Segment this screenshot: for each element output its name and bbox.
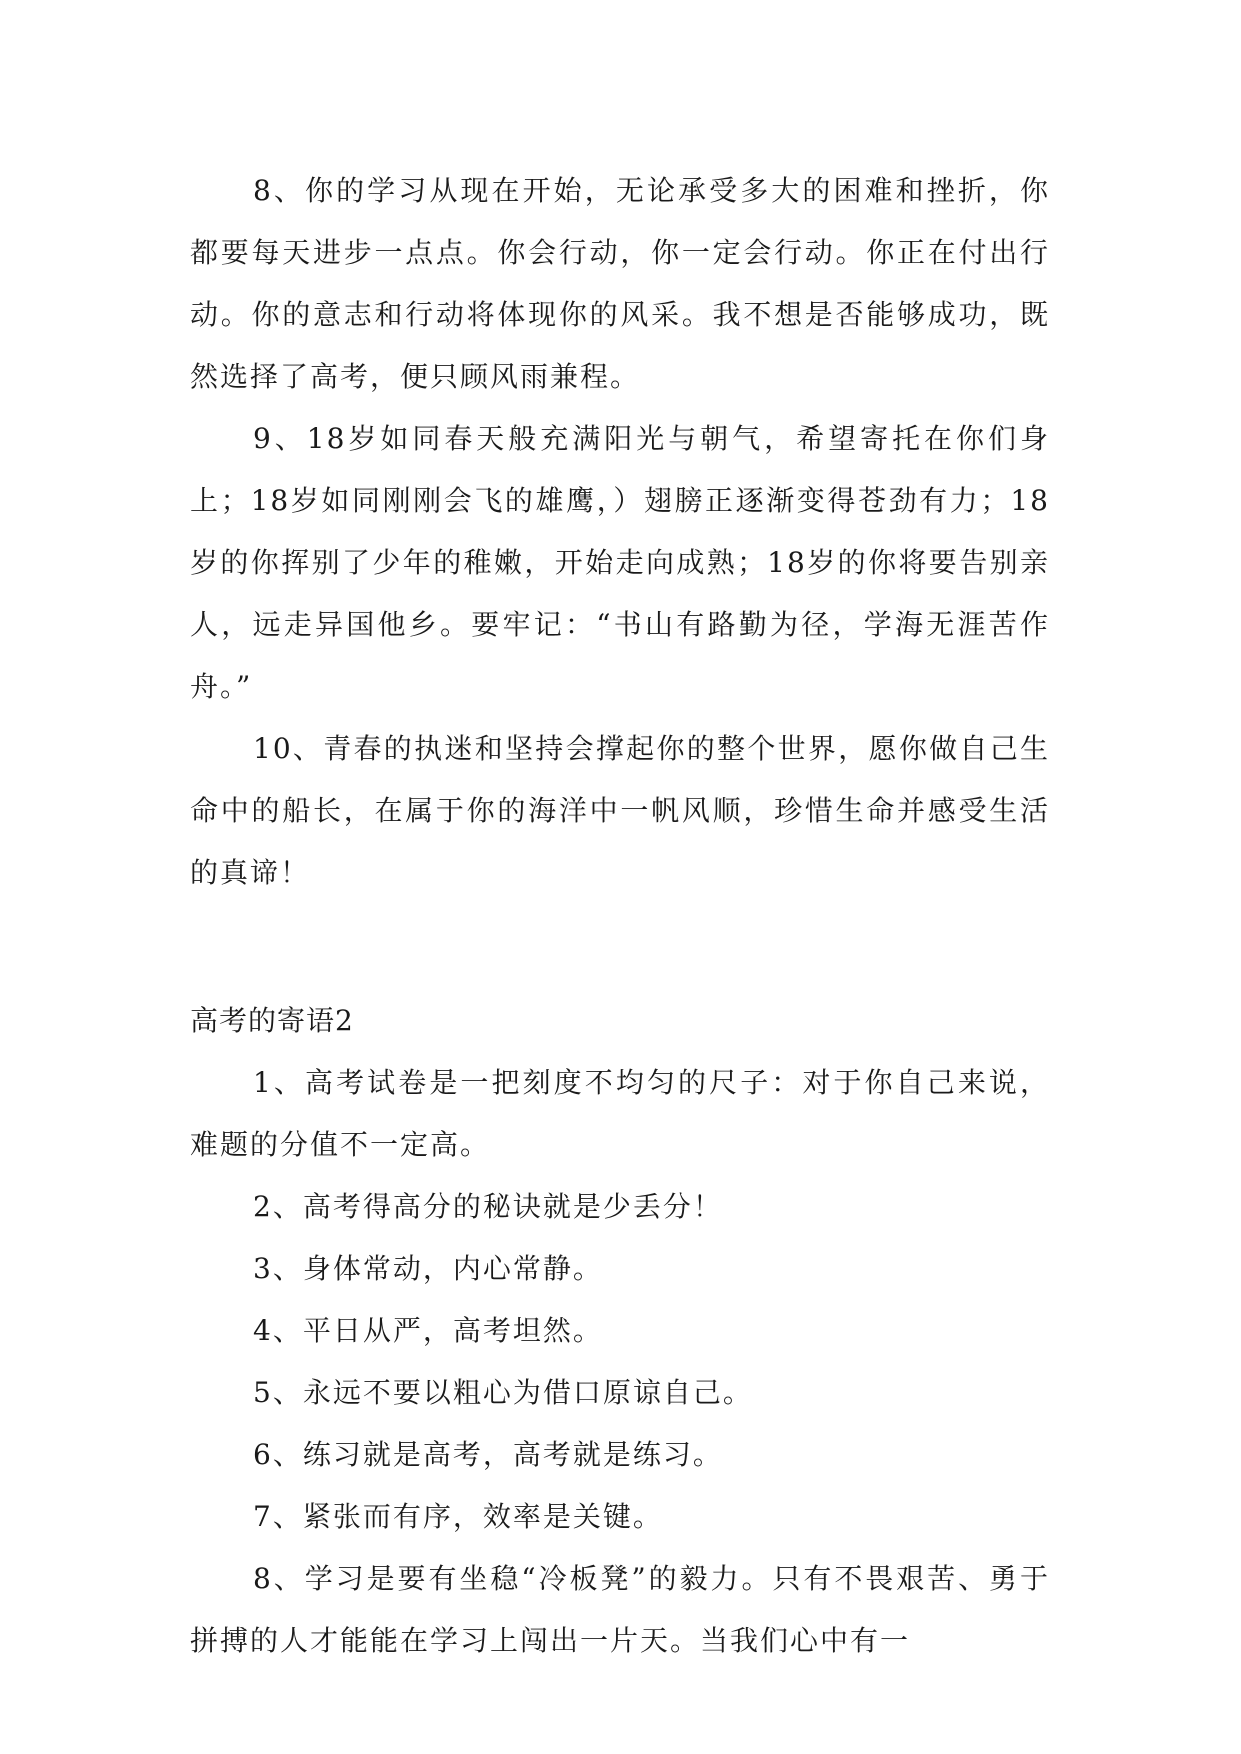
paragraph-item-3: 3、身体常动，内心常静。 (253, 1252, 603, 1285)
paragraph-item-7: 7、紧张而有序，效率是关键。 (253, 1500, 663, 1533)
paragraph-item-10: 10、青春的执迷和坚持会撑起你的整个世界，愿你做自己生命中的船长，在属于你的海洋中一帆风顺，珍惜生命并感受生活的真谛！ (190, 732, 1050, 889)
paragraph-item-9: 9、18岁如同春天般充满阳光与朝气，希望寄托在你们身上；18岁如同刚刚会飞的雄鹰，）翅膀正逐渐变得苍劲有力；18岁的你挥别了少年的稚嫩，开始走向成熟；18岁的你将要告别亲人，远走异国他乡。要牢记：“书山有路勤为径，学海无涯苦作舟。” (190, 422, 1050, 703)
section-spacer (190, 904, 1050, 990)
paragraph-item-5: 5、永远不要以粗心为借口原谅自己。 (253, 1376, 753, 1409)
paragraph-item-4: 4、平日从严，高考坦然。 (253, 1314, 603, 1347)
paragraph-item-8: 8、你的学习从现在开始，无论承受多大的困难和挫折，你都要每天进步一点点。你会行动，你一定会行动。你正在付出行动。你的意志和行动将体现你的风采。我不想是否能够成功，既然选择了高考，便只顾风雨兼程。 (190, 174, 1050, 393)
paragraph-item-8b: 8、学习是要有坐稳“冷板凳”的毅力。只有不畏艰苦、勇于拼搏的人才能能在学习上闯出一片天。当我们心中有一 (190, 1562, 1050, 1657)
document-body (190, 160, 1050, 1672)
paragraph-item-6: 6、练习就是高考，高考就是练习。 (253, 1438, 723, 1471)
paragraph-item-1: 1、高考试卷是一把刻度不均匀的尺子：对于你自己来说，难题的分值不一定高。 (190, 1066, 1050, 1161)
section-heading: 高考的寄语2 (190, 1004, 354, 1037)
paragraph-item-2: 2、高考得高分的秘诀就是少丢分！ (253, 1190, 723, 1223)
